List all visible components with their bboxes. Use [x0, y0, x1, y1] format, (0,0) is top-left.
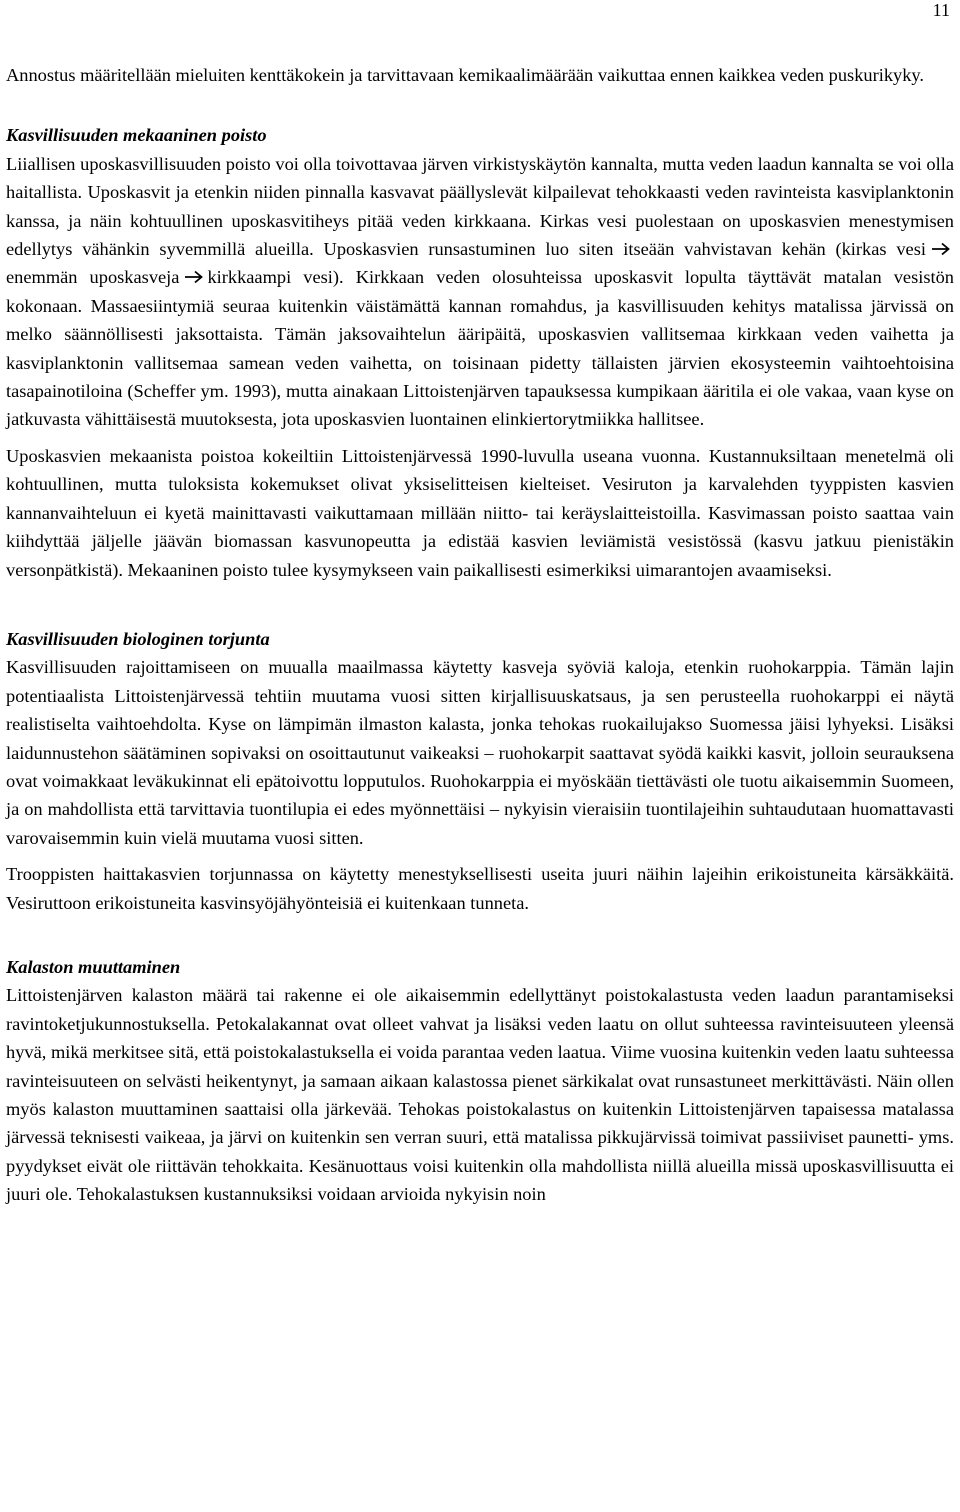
paragraph-fish-stock: Littoistenjärven kalaston määrä tai rakenne ei ole aikaisemmin edellyttänyt poistokalastusta veden laadun parantamiseksi ravintoketjukunnostuksella. Petokalakannat ovat olleet vahvat ja lisäksi veden laatu on ollut suhteessa ravinteisuuteen yleensä hyvä, mikä merkitsee sitä, että poistokalastuksella ei voida parantaa veden laatua. Viime vuosina kuitenkin veden laatu suhteessa ravinteisuuteen on selvästi heikentynyt, ja samaan aikaan kalastossa pienet särkikalat ovat runsastuneet merkittävästi. Näin ollen myös kalaston muuttaminen saattaisi olla järkevää. Tehokas poistokalastus on kuitenkin Littoistenjärven tapaisessa matalassa järvessä teknisesti vaikeaa, ja järvi on kuitenkin sen verran suuri, että matalissa pikkujärvissä toimivat passiiviset paunetti- yms. pyydykset eivät ole riittävän tehokkaita. Kesänuottaus voisi kuitenkin olla mahdollista niillä alueilla missä uposkasvillisuutta ei juuri ole. Tehokalastuksen kustannuksiksi voidaan arvioida nykyisin noin: [6, 985, 954, 1205]
page-number: 11: [932, 0, 950, 20]
section-heading-biological-control: Kasvillisuuden biologinen torjunta: [6, 628, 270, 649]
section-heading-mechanical-removal: Kasvillisuuden mekaaninen poisto: [6, 125, 267, 146]
arrow-right-icon: [184, 270, 204, 284]
paragraph-dosage: Annostus määritellään mieluiten kenttäkokein ja tarvittavaan kemikaalimäärään vaikuttaa ennen kaikkea veden puskurikyky.: [6, 65, 925, 85]
paragraph-text: enemmän uposkasveja: [6, 267, 180, 288]
document-body: [6, 61, 954, 1209]
paragraph-text: kirkkaampi vesi). Kirkkaan veden olosuhteissa uposkasvit lopulta täyttävät matalan vesistön kokonaan. Massaesiintymiä seuraa kuitenkin väistämättä kannan romahdus, ja kasvillisuuden kehitys matalissa järvissä on melko säännöllisesti jaksottaista. Tämän jaksovaihtelun ääripäitä, uposkasvien vallitsemaa kirkkaan veden vaihetta ja kasviplanktonin vallitsemaa samean veden vaihetta, on toisinaan pidetty tällaisten järvien ekosysteemin vaihtoehtoisina tasapainotiloina (Scheffer ym. 1993), mutta ainakaan Littoistenjärven tapauksessa kumpikaan ääritila ei ole vakaa, vaan kyse on jatkuvasta vähittäisestä muutoksesta, jota uposkasvien luontainen elinkiertorytmiikka hallitsee.: [6, 267, 954, 430]
paragraph-text: Liiallisen uposkasvillisuuden poisto voi olla toivottavaa järven virkistyskäytön kannalta, mutta veden laadun kannalta se voi olla haitallista. Uposkasvit ja etenkin niiden pinnalla kasvavat päällyslevät kilpailevat tehokkaasti veden ravinteista kasviplanktonin kanssa, ja näin kohtuullinen uposkasvitiheys pitää veden kirkkaana. Kirkas vesi puolestaan on uposkasvien menestymisen edellytys vähänkin syvemmillä alueilla. Uposkasvien runsastuminen luo siten itseään vahvistavan kehän (kirkas vesi: [6, 153, 954, 260]
paragraph-biological-control-2: Trooppisten haittakasvien torjunnassa on käytetty menestyksellisesti useita juuri näihin lajeihin erikoistuneita kärsäkkäitä. Vesiruttoon erikoistuneita kasvinsyöjähyönteisiä ei kuitenkaan tunneta.: [6, 864, 954, 913]
arrow-right-icon: [931, 242, 951, 256]
paragraph-mechanical-removal-2: Uposkasvien mekaanista poistoa kokeiltiin Littoistenjärvessä 1990-luvulla useana vuonna. Kustannuksiltaan menetelmä oli kohtuullinen, mutta tuloksista kokemukset olivat yksiselitteisen kielteiset. Vesiruton ja karvalehden tyyppisten kasvien kannanvaihteluun ei kyetä mainittavasti vaikuttamaan millään niitto- tai keräyslaitteistoilla. Kasvimassan poisto saattaa vain kiihdyttää jäljelle jäävän biomassan kasvunopeutta ja edistää kasvien leviämistä vesistössä (kasvu jatkuu pienistäkin versonpätkistä). Mekaaninen poisto tulee kysymykseen vain paikallisesti esimerkiksi uimarantojen avaamiseksi.: [6, 445, 954, 580]
section-heading-fish-stock: Kalaston muuttaminen: [6, 956, 181, 977]
paragraph-mechanical-removal-1: [6, 150, 954, 434]
paragraph-biological-control-1: Kasvillisuuden rajoittamiseen on muualla maailmassa käytetty kasveja syöviä kaloja, etenkin ruohokarppia. Tämän lajin potentiaalista Littoistenjärvessä tehtiin muutama vuosi sitten kirjallisuuskatsaus, ja sen perusteella ruohokarppi ei näytä realistiselta vaihtoehdolta. Kyse on lämpimän ilmaston kalasta, jonka tehokas ruokailujakso Suomessa jäisi lyhyeksi. Lisäksi laidunnustehon säätäminen sopivaksi on osoittautunut vaikeaksi – ruohokarpit saattavat syödä kaikki kasvit, jolloin seurauksena ovat voimakkaat leväkukinnat eli epätoivottu lopputulos. Ruohokarppia ei myöskään tiettävästi ole tuotu aikaisemmin Suomeen, ja on mahdollista että tarvittavia tuontilupia ei edes myönnettäisi – nykyisin vieraisiin tuontilajeihin suhtaudutaan huomattavasti varovaisemmin kuin vielä muutama vuosi sitten.: [6, 657, 954, 848]
